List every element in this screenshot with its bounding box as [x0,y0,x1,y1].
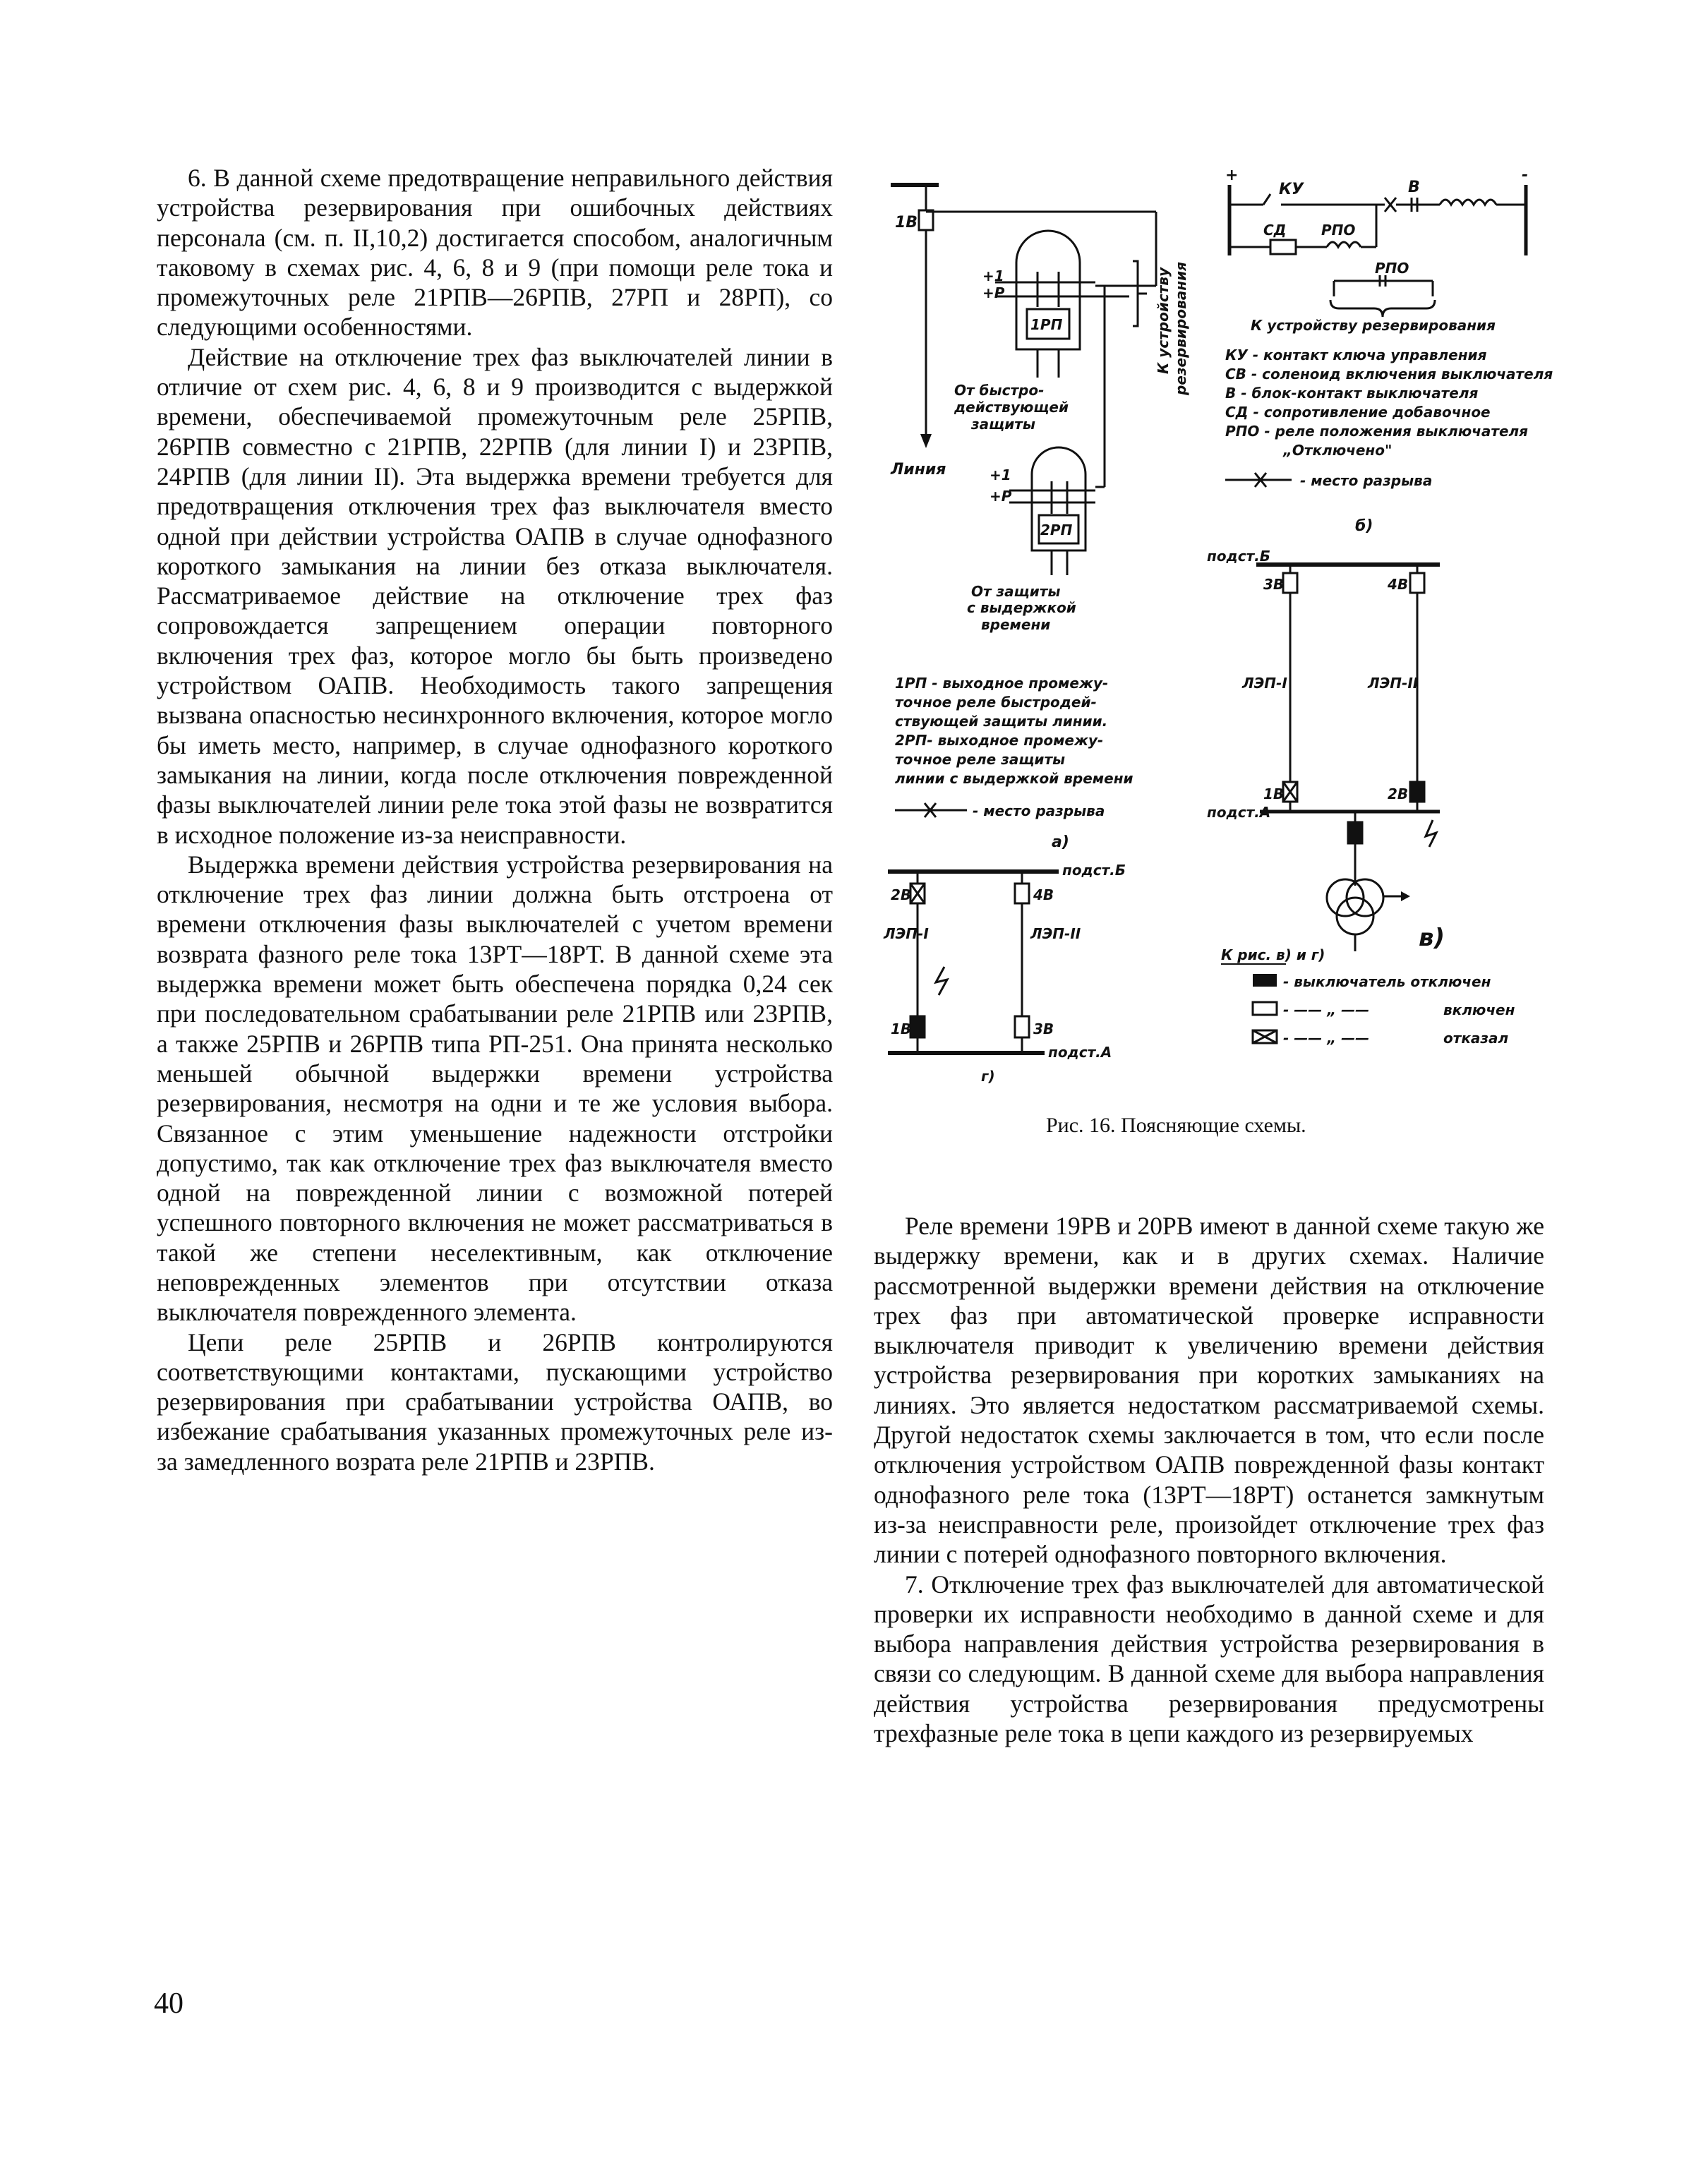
diagram-a [890,185,1189,851]
svg-text:- выключатель отключен: - выключатель отключен [1283,973,1491,990]
svg-text:линии с выдержкой времени: линии с выдержкой времени [895,770,1133,787]
legend-a-line: 1РП - выходное промежу- [895,675,1109,692]
svg-text:времени: времени [981,616,1051,633]
line2-label: ЛЭП-II [1030,925,1081,942]
paragraph: Выдержка времени действия устройства резервирования на отключение трех фаз линии должна быть отстроена от времени отключения фазы выключателей с учетом времени возврата фазного реле тока 13РТ—18РТ. В данной схеме эта выдержка времени может быть обеспечена порядка 0,24 сек при последовательном срабатывании реле 21РПВ или 23РПВ, а также 25РПВ и 26РПВ типа РП-251. Она принята несколько меньшей обычной выдержки времени устройства резервирования, несмотря на одни и те же условия выбора. Связанное с этим уменьшение надежности отстройки допустимо, так как отключение трех фаз выключателя вместо одной на поврежденной линии с возможной потерей успешного повторного включения не может рассматриваться в такой же степени неселективным, как отключение неповрежденных элементов при отсутствии отказа выключателя поврежденного элемента. [157,850,833,1327]
svg-text:+Р: +Р [982,284,1005,301]
svg-text:СВ - соленоид включения выключ: СВ - соленоид включения выключателя [1225,366,1553,383]
ku-label: КУ [1279,181,1304,198]
breaker-3v [1015,1016,1029,1037]
transformer-breaker [1348,822,1362,843]
from-delayed-protection: От защиты [971,583,1061,600]
svg-text:резервирования: резервирования [1172,262,1189,395]
svg-text:СД - сопротивление добавочное: СД - сопротивление добавочное [1225,404,1491,421]
svg-text:„Отключено": „Отключено" [1283,442,1393,459]
diagram-b [1225,167,1553,535]
line-label: Линия [891,461,946,478]
svg-text:4В: 4В [1033,886,1054,903]
svg-text:3В: 3В [1263,576,1285,593]
figure-caption: Рис. 16. Поясняющие схемы. [1046,1114,1306,1137]
break-legend-a: - место разрыва [973,802,1105,819]
paragraph: Действие на отключение трех фаз выключателей линии в отличие от схем рис. 4, 6, 8 и 9 производится с выдержкой времени, обеспечиваемой промежуточным реле 25РПВ, 26РПВ совместно с 21РПВ, 22РПВ (для линии I) и 23РПВ, 24РПВ (для линии II). Эта выдержка времени требуется для предотвращения отключения трех фаз выключателя вместо одной при действии устройства ОАПВ в случае однофазного короткого замыкания на линии без отказа выключателя. Рассматриваемое действие на отключение трех фаз сопровождается запрещением операции повторного включения трех фаз, которое могло бы быть произведено устройством ОАПВ. Необходимость такого запрещения вызвана опасностью несинхронного включения, которое могло бы иметь место, например, в случае однофазного короткого замыкания на линии, когда после отключения поврежденной фазы выключателей линии реле тока этой фазы не возвратится в исходное положение из-за неисправности. [157,342,833,849]
svg-text:точное реле защиты: точное реле защиты [895,751,1066,768]
svg-text:СД: СД [1263,222,1287,239]
diagram-b-letter: б) [1355,517,1373,535]
legend-title: К рис. в) и г) [1221,946,1325,963]
paragraph: 6. В данной схеме предотвращение неправильного действия устройства резервирования при ошибочных действиях персонала (см. п. II,10,2) достигается способом, аналогичным таковому в схемах рис. 4, 6, 8 и 9 (при помощи реле тока и промежуточных реле 21РПВ—26РПВ, 27РП и 28РП), со следующими особенностями. [157,164,833,342]
to-backup-device: К устройству резервирования [1251,317,1496,334]
paragraph: 7. Отключение трех фаз выключателей для автоматической проверки их исправности необходимо в данной схеме и для выбора направления действия устройства резервирования в связи со следующим. В данной схеме для выбора направления действия устройства резервирования предусмотрены трехфазные реле тока в цепи каждого из резервируемых [874,1570,1544,1748]
paragraph: Реле времени 19РВ и 20РВ имеют в данной схеме такую же выдержку времени, как и в других схемах. Наличие рассмотренной выдержки времени действия на отключение трех фаз при автоматической проверке исправности выключателя приводит к увеличению времени действия устройства резервирования при коротких замыканиях на линиях. Это является недостатком рассматриваемой схемы. Другой недостаток схемы заключается в том, что если после отключения устройством ОАПВ поврежденной фазы контакт однофазного реле тока (13РТ—18РТ) останется замкнутым из-за неисправности реле, произойдет отключение трех фаз линии с потерей однофазного повторного включения. [874,1212,1544,1569]
bus-a-label: подст.А [1048,1044,1112,1061]
svg-text:4В: 4В [1388,576,1409,593]
paragraph: Цепи реле 25РПВ и 26РПВ контролируются соответствующими контактами, пускающими устройство резервирования при срабатывании устройства ОАПВ, во избежание срабатывания указанных промежуточных реле из-за замедленного возрата реле 21РПВ и 23РПВ. [157,1327,833,1476]
svg-text:- —— „ ——: - —— „ —— [1283,1030,1370,1047]
svg-text:отказал: отказал [1443,1030,1509,1047]
diagram-a-letter: а) [1052,833,1069,851]
svg-text:действующей: действующей [954,399,1069,416]
relay-2rp-label: 2РП [1040,522,1073,538]
page-number: 40 [154,1987,184,2020]
line1-label: ЛЭП-I [884,925,929,942]
svg-text:2В: 2В [891,886,912,903]
break-legend-b: - место разрыва [1300,472,1433,489]
bus-a-label: подст.А [1207,804,1271,821]
breaker-2v-off [1410,782,1424,802]
svg-text:3В: 3В [1033,1020,1054,1037]
svg-text:1В: 1В [1263,785,1285,802]
svg-text:2РП- выходное промежу-: 2РП- выходное промежу- [895,732,1104,749]
svg-text:РПО - реле положения выключате: РПО - реле положения выключателя [1225,423,1529,440]
svg-text:с выдержкой: с выдержкой [967,599,1076,616]
breaker-4v [1410,573,1424,593]
bus-b-label: подст.Б [1207,548,1270,565]
svg-text:- —— „ ——: - —— „ —— [1283,1001,1370,1018]
svg-text:В: В [1408,179,1420,196]
diagram-g-letter: г) [981,1068,995,1085]
svg-text:защиты: защиты [971,416,1035,433]
svg-text:включен: включен [1443,1001,1515,1018]
svg-text:точное реле быстродей-: точное реле быстродей- [895,694,1097,711]
diagram-v [1207,548,1445,952]
breaker-3v [1283,573,1297,593]
svg-text:1В: 1В [891,1020,912,1037]
to-backup-device: К устройству [1155,267,1172,374]
svg-text:+1: +1 [982,267,1004,284]
from-fast-protection: От быстро- [954,382,1045,399]
svg-text:-: - [1522,167,1529,184]
legend-v-g [1221,946,1515,1047]
svg-text:ствующей защиты линии.: ствующей защиты линии. [895,713,1108,730]
diagram-g [883,862,1126,1085]
breaker-4v [1015,884,1029,903]
breaker-1v-off [910,1016,925,1037]
svg-text:В - блок-контакт выключателя: В - блок-контакт выключателя [1225,385,1479,402]
bus-b-label: подст.Б [1062,862,1126,879]
relay-1rp-label: 1РП [1030,316,1063,333]
legend-b-line: КУ - контакт ключа управления [1225,347,1487,363]
svg-text:РПО: РПО [1321,222,1356,239]
line2-label: ЛЭП-II [1368,675,1419,692]
diagram-v-letter: в) [1419,924,1445,952]
breaker-label: 1В [895,214,918,231]
svg-text:+1: +1 [990,466,1011,483]
svg-text:+: + [1225,167,1239,184]
svg-text:+Р: +Р [990,488,1012,505]
svg-text:2В: 2В [1388,785,1409,802]
line1-label: ЛЭП-I [1242,675,1287,692]
svg-text:РПО: РПО [1375,260,1409,277]
